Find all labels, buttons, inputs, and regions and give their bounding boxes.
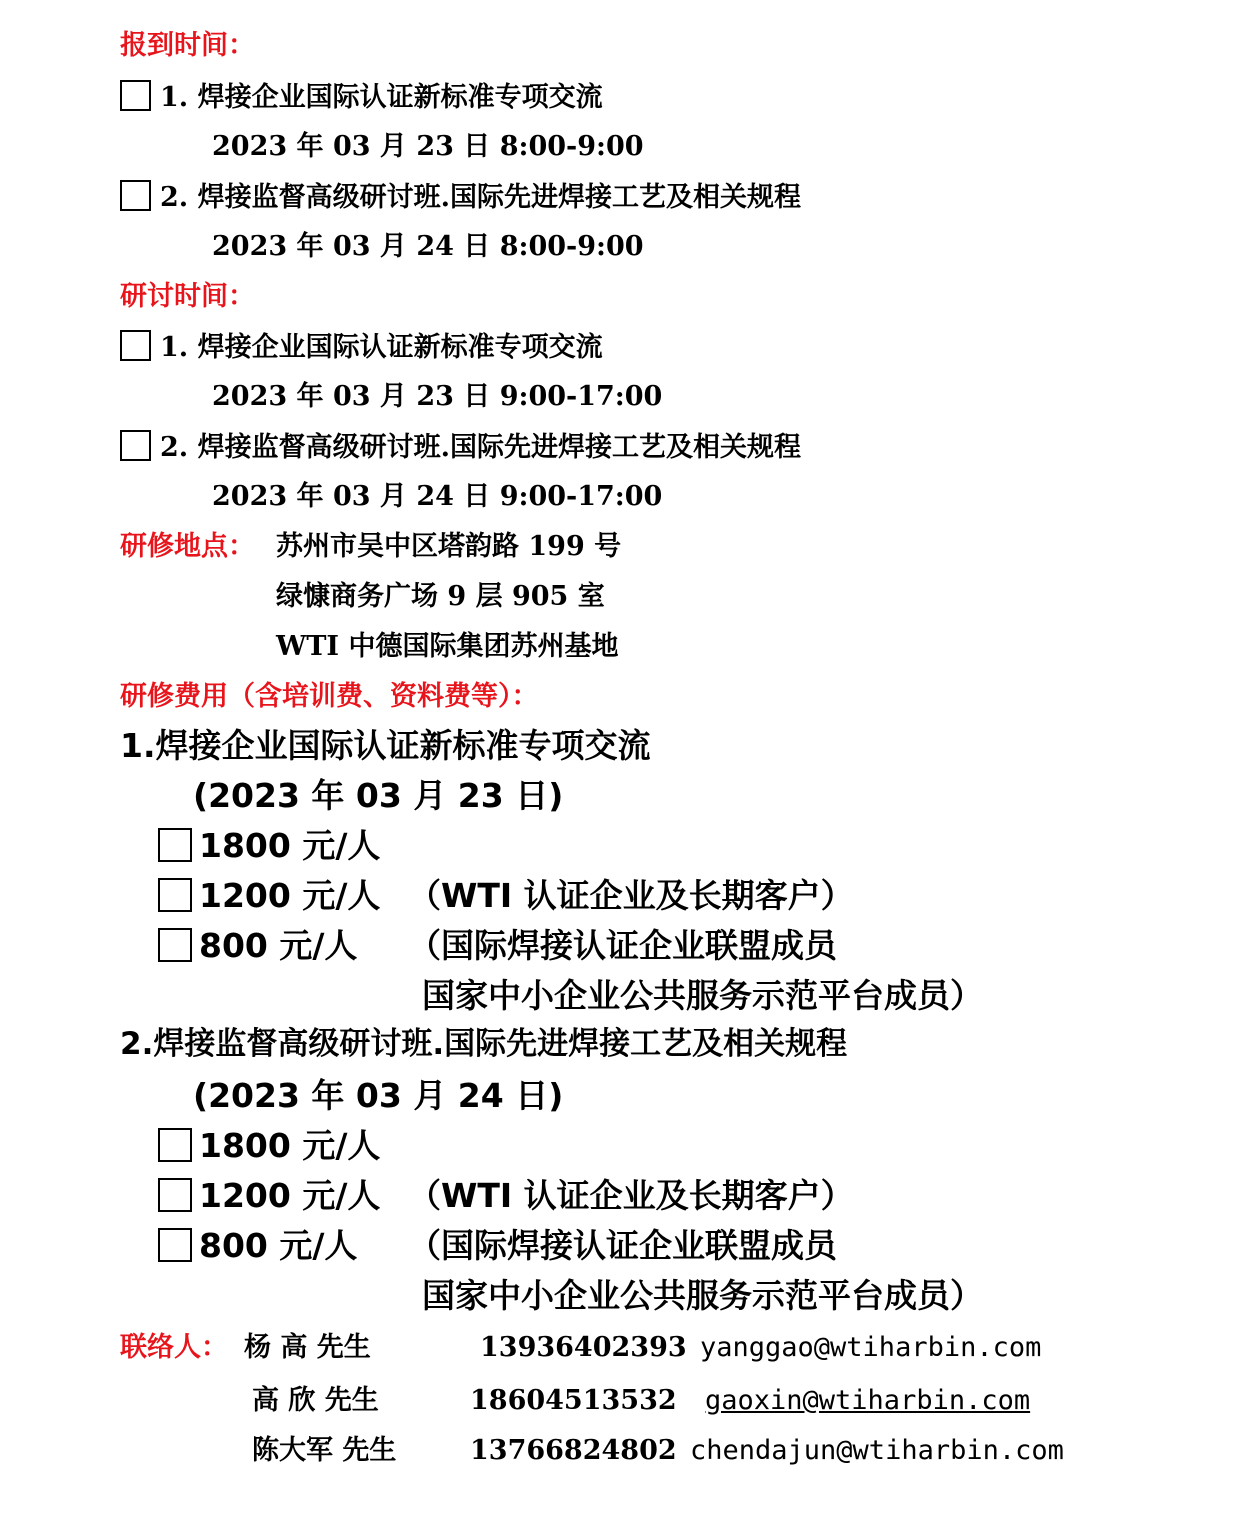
- fee-course-1-option-3-note: （国际焊接认证企业联盟成员: [408, 926, 837, 965]
- registration-heading: 报到时间：: [120, 30, 255, 61]
- contact-1-phone: 13936402393: [480, 1332, 687, 1363]
- fee-course-1-option-2-price: 1200 元/人: [199, 876, 381, 915]
- fee-course-2-option-2-note: （WTI 认证企业及长期客户）: [408, 1176, 854, 1215]
- registration-item-2-time: 2023 年 03 月 24 日 8:00-9:00: [212, 231, 644, 262]
- venue-heading: 研修地点：: [120, 531, 255, 562]
- fees-heading: 研修费用（含培训费、资料费等）：: [120, 681, 539, 712]
- fee-course-2-option-2-price: 1200 元/人: [199, 1176, 381, 1215]
- fee-course-2-date: (2023 年 03 月 24 日): [193, 1076, 564, 1115]
- fee-course-2-title: 2.焊接监督高级研讨班.国际先进焊接工艺及相关规程: [120, 1026, 848, 1062]
- venue-line-3: WTI 中德国际集团苏州基地: [276, 631, 619, 662]
- registration-item-1-title: 1. 焊接企业国际认证新标准专项交流: [160, 82, 603, 113]
- contacts-heading: 联络人：: [120, 1332, 228, 1363]
- seminar-item-1-time: 2023 年 03 月 23 日 9:00-17:00: [212, 381, 663, 412]
- contact-2-email-link[interactable]: gaoxin@wtiharbin.com: [705, 1385, 1031, 1416]
- fee-course-2-option-3-checkbox[interactable]: [158, 1228, 192, 1262]
- registration-item-1-time: 2023 年 03 月 23 日 8:00-9:00: [212, 131, 644, 162]
- seminar-checkbox-1[interactable]: [120, 330, 151, 361]
- seminar-item-2-title: 2. 焊接监督高级研讨班.国际先进焊接工艺及相关规程: [160, 432, 801, 463]
- fee-course-1-option-1-checkbox[interactable]: [158, 828, 192, 862]
- contact-1-name: 杨 高 先生: [244, 1332, 371, 1363]
- fee-course-1-date: (2023 年 03 月 23 日): [193, 776, 564, 815]
- venue-line-1: 苏州市吴中区塔韵路 199 号: [276, 531, 622, 562]
- contact-2-name: 高 欣 先生: [252, 1385, 379, 1416]
- fee-course-2-option-3-price: 800 元/人: [199, 1226, 358, 1265]
- fee-course-1-option-3-price: 800 元/人: [199, 926, 358, 965]
- seminar-item-1-title: 1. 焊接企业国际认证新标准专项交流: [160, 332, 603, 363]
- fee-course-1-option-3-checkbox[interactable]: [158, 928, 192, 962]
- seminar-heading: 研讨时间：: [120, 281, 255, 312]
- fee-course-2-option-2-checkbox[interactable]: [158, 1178, 192, 1212]
- fee-course-2-option-3-note-2: 国家中小企业公共服务示范平台成员）: [422, 1276, 983, 1315]
- fee-course-2-option-1-checkbox[interactable]: [158, 1128, 192, 1162]
- fee-course-1-option-3-note-2: 国家中小企业公共服务示范平台成员）: [422, 976, 983, 1015]
- registration-checkbox-2[interactable]: [120, 180, 151, 211]
- contact-3-phone: 13766824802: [470, 1435, 677, 1466]
- fee-course-2-option-1-price: 1800 元/人: [199, 1126, 381, 1165]
- registration-checkbox-1[interactable]: [120, 80, 151, 111]
- fee-course-1-option-2-checkbox[interactable]: [158, 878, 192, 912]
- contact-2-phone: 18604513532: [470, 1385, 677, 1416]
- contact-3-name: 陈大军 先生: [252, 1435, 397, 1466]
- contact-3-email[interactable]: chendajun@wtiharbin.com: [690, 1435, 1064, 1466]
- venue-line-2: 绿慷商务广场 9 层 905 室: [276, 581, 605, 612]
- seminar-checkbox-2[interactable]: [120, 430, 151, 461]
- fee-course-1-option-2-note: （WTI 认证企业及长期客户）: [408, 876, 854, 915]
- seminar-item-2-time: 2023 年 03 月 24 日 9:00-17:00: [212, 481, 663, 512]
- fee-course-1-option-1-price: 1800 元/人: [199, 826, 381, 865]
- registration-item-2-title: 2. 焊接监督高级研讨班.国际先进焊接工艺及相关规程: [160, 182, 801, 213]
- fee-course-1-title: 1.焊接企业国际认证新标准专项交流: [120, 726, 651, 765]
- contact-1-email[interactable]: yanggao@wtiharbin.com: [700, 1332, 1042, 1363]
- fee-course-2-option-3-note: （国际焊接认证企业联盟成员: [408, 1226, 837, 1265]
